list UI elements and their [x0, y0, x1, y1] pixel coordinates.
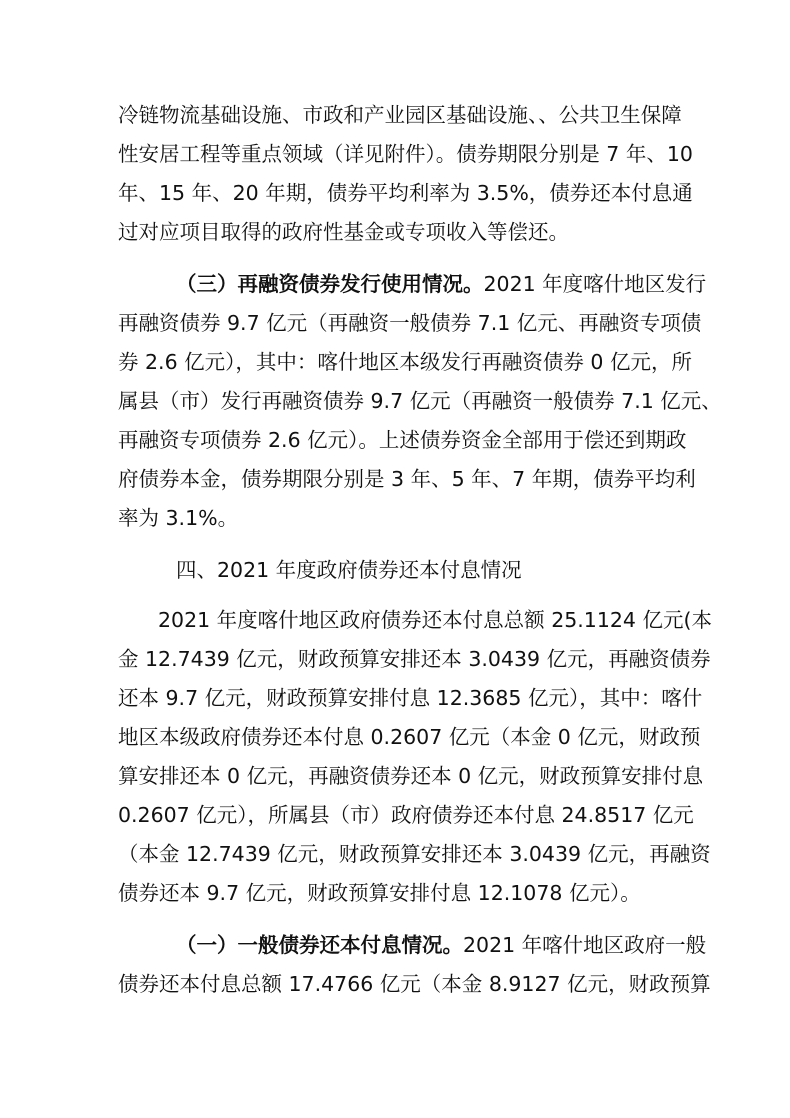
paragraph-line: 率为 3.1%。 [118, 506, 239, 530]
paragraph-line: 0.2607 亿元），所属县（市）政府债券还本付息 24.8517 亿元 [118, 803, 694, 827]
section-heading: （三）再融资债券发行使用情况。 [176, 272, 484, 296]
paragraph-line: 冷链物流基础设施、市政和产业园区基础设施、、公共卫生保障 [118, 103, 682, 127]
paragraph-line: 算安排还本 0 亿元，再融资债券还本 0 亿元，财政预算安排付息 [118, 764, 704, 788]
paragraph-line: 府债券本金，债券期限分别是 3 年、5 年、7 年期，债券平均利 [118, 467, 696, 491]
paragraph-line: 还本 9.7 亿元，财政预算安排付息 12.3685 亿元），其中：喀什 [118, 686, 703, 710]
paragraph-line: 债券还本付息总额 17.4766 亿元（本金 8.9127 亿元，财政预算 [118, 972, 711, 996]
section-heading-line [176, 271, 706, 297]
paragraph-line: 年、15 年、20 年期，债券平均利率为 3.5%，债券还本付息通 [118, 181, 693, 205]
paragraph-line: 再融资专项债券 2.6 亿元）。上述债券资金全部用于偿还到期政 [118, 428, 687, 452]
paragraph-line: （本金 12.7439 亿元，财政预算安排还本 3.0439 亿元，再融资 [118, 842, 711, 866]
paragraph-line: 性安居工程等重点领域（详见附件）。债券期限分别是 7 年、10 [118, 142, 693, 166]
chapter-heading: 四、2021 年度政府债券还本付息情况 [176, 558, 522, 582]
section-heading-line [176, 932, 706, 958]
section-heading-text: 2021 年喀什地区政府一般 [463, 933, 707, 957]
paragraph-line: 属县（市）发行再融资债券 9.7 亿元（再融资一般债券 7.1 亿元、 [118, 389, 722, 413]
paragraph-line: 地区本级政府债券还本付息 0.2607 亿元（本金 0 亿元，财政预 [118, 725, 701, 749]
paragraph-line: 债券还本 9.7 亿元，财政预算安排付息 12.1078 亿元）。 [118, 881, 641, 905]
section-heading-text: 2021 年度喀什地区发行 [483, 272, 707, 296]
paragraph-line: 再融资债券 9.7 亿元（再融资一般债券 7.1 亿元、再融资专项债 [118, 311, 702, 335]
section-heading: （一）一般债券还本付息情况。 [176, 933, 463, 957]
paragraph-line: 金 12.7439 亿元，财政预算安排还本 3.0439 亿元，再融资债券 [118, 647, 711, 671]
paragraph-line: 券 2.6 亿元），其中：喀什地区本级发行再融资债券 0 亿元，所 [118, 350, 692, 374]
paragraph-line: 过对应项目取得的政府性基金或专项收入等偿还。 [118, 220, 569, 244]
paragraph-line: 2021 年度喀什地区政府债券还本付息总额 25.1124 亿元(本 [158, 608, 712, 632]
